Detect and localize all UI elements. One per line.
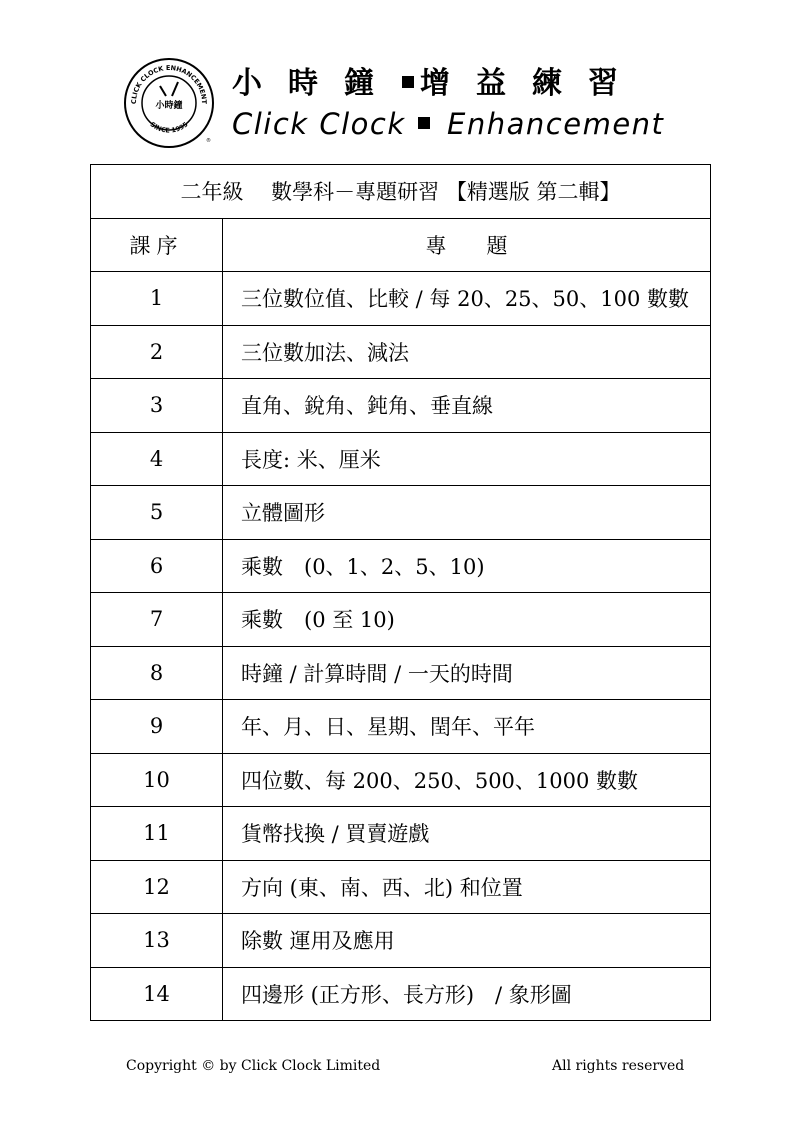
table-row — [91, 967, 711, 1021]
rights-text: All rights reserved — [552, 1058, 685, 1074]
lesson-topic: 除數 運用及應用 — [223, 914, 711, 968]
table-header-row — [91, 218, 711, 272]
svg-text:小時鐘: 小時鐘 — [155, 101, 183, 111]
lesson-number: 4 — [91, 432, 223, 486]
lesson-number: 5 — [91, 486, 223, 540]
lesson-topic: 三位數加法、減法 — [223, 325, 711, 379]
lesson-number: 1 — [91, 272, 223, 326]
title-english — [232, 104, 692, 144]
lesson-topic: 立體圖形 — [223, 486, 711, 540]
svg-text:®: ® — [206, 138, 211, 144]
lesson-topic: 直角、銳角、鈍角、垂直線 — [223, 379, 711, 433]
topic-table — [90, 164, 711, 1021]
title-en-left: Click Clock — [232, 107, 406, 141]
table-title-row — [91, 165, 711, 219]
square-bullet-icon — [418, 117, 430, 129]
lesson-number: 6 — [91, 539, 223, 593]
table-row — [91, 432, 711, 486]
table-row — [91, 700, 711, 754]
svg-text:CLICK CLOCK ENHANCEMENT: CLICK CLOCK ENHANCEMENT — [129, 63, 209, 105]
lesson-topic: 四位數、每 200、250、500、1000 數數 — [223, 753, 711, 807]
table-row — [91, 860, 711, 914]
lesson-topic: 年、月、日、星期、閏年、平年 — [223, 700, 711, 754]
lesson-topic: 三位數位值、比較 / 每 20、25、50、100 數數 — [223, 272, 711, 326]
title-cn-right: 增益練習 — [420, 66, 644, 101]
column-header-lesson: 課序 — [91, 218, 223, 272]
lesson-number: 14 — [91, 967, 223, 1021]
table-row — [91, 272, 711, 326]
lesson-number: 8 — [91, 646, 223, 700]
lesson-number: 2 — [91, 325, 223, 379]
table-row — [91, 593, 711, 647]
copyright-text: Copyright © by Click Clock Limited — [126, 1058, 381, 1074]
table-row — [91, 807, 711, 861]
lesson-topic: 方向 (東、南、西、北) 和位置 — [223, 860, 711, 914]
table-row — [91, 646, 711, 700]
lesson-number: 3 — [91, 379, 223, 433]
table-title: 二年級 數學科－專題研習 【精選版 第二輯】 — [91, 165, 711, 219]
table-row — [91, 486, 711, 540]
lesson-number: 13 — [91, 914, 223, 968]
lesson-topic: 四邊形 (正方形、長方形) / 象形圖 — [223, 967, 711, 1021]
lesson-topic: 乘數 (0、1、2、5、10) — [223, 539, 711, 593]
lesson-topic: 乘數 (0 至 10) — [223, 593, 711, 647]
title-chinese — [232, 62, 672, 106]
title-en-right: Enhancement — [447, 107, 665, 141]
lesson-number: 11 — [91, 807, 223, 861]
table-row — [91, 753, 711, 807]
square-bullet-icon — [402, 76, 414, 88]
lesson-number: 7 — [91, 593, 223, 647]
table-row — [91, 539, 711, 593]
table-row — [91, 325, 711, 379]
svg-text:SINCE 1995: SINCE 1995 — [148, 120, 190, 135]
table-row — [91, 379, 711, 433]
lesson-topic: 貨幣找換 / 買賣遊戲 — [223, 807, 711, 861]
column-header-topic: 專題 — [223, 218, 711, 272]
lesson-topic: 時鐘 / 計算時間 / 一天的時間 — [223, 646, 711, 700]
lesson-number: 9 — [91, 700, 223, 754]
title-cn-left: 小時鐘 — [232, 66, 400, 101]
table-row — [91, 914, 711, 968]
lesson-topic: 長度: 米、厘米 — [223, 432, 711, 486]
click-clock-logo — [122, 56, 216, 150]
lesson-number: 10 — [91, 753, 223, 807]
lesson-number: 12 — [91, 860, 223, 914]
